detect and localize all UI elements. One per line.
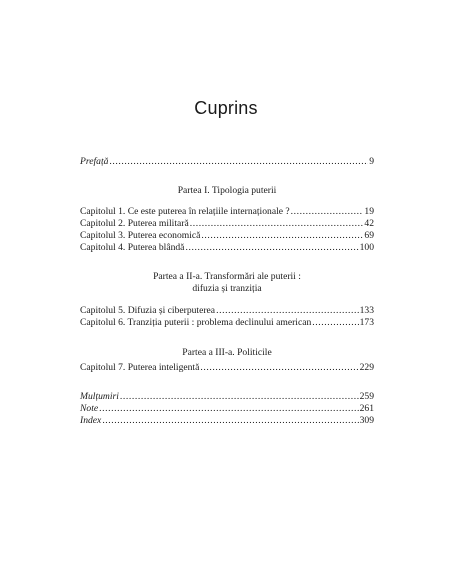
toc-entry-label: Capitolul 1. Ce este puterea în relațiile internaționale ? — [80, 206, 290, 217]
toc-entry-chapter-1[interactable] — [80, 206, 374, 217]
toc-entry-page: 259 — [359, 391, 374, 402]
page-title: Cuprins — [194, 98, 258, 118]
toc-entry-page: 173 — [359, 317, 374, 328]
toc-entry-preface[interactable] — [80, 156, 374, 167]
toc-entry-label: Note — [80, 403, 99, 414]
toc-entry-label: Capitolul 5. Difuzia și ciberputerea — [80, 305, 216, 316]
toc-entry-label: Capitolul 3. Puterea economică — [80, 230, 201, 241]
toc-entry-label: Prefață — [80, 156, 109, 167]
toc-entry-page: 42 — [364, 218, 374, 229]
toc-entry-label: Capitolul 2. Puterea militară — [80, 218, 189, 229]
toc-entry-page: 69 — [364, 230, 374, 241]
toc-entry-page: 229 — [359, 362, 374, 373]
leader-dots — [200, 362, 358, 373]
toc-entry-chapter-6[interactable] — [80, 317, 374, 328]
toc-entry-chapter-2[interactable] — [80, 218, 374, 229]
leader-dots — [190, 218, 364, 229]
toc-entry-notes[interactable] — [80, 403, 374, 414]
toc-entry-chapter-7[interactable] — [80, 362, 374, 373]
toc-entry-page: 9 — [369, 156, 374, 167]
toc-entry-index[interactable] — [80, 415, 374, 426]
toc-entry-page: 309 — [359, 415, 374, 426]
leader-dots — [312, 317, 358, 328]
leader-dots — [291, 206, 364, 217]
leader-dots — [185, 242, 358, 253]
toc-entry-page: 100 — [359, 242, 374, 253]
leader-dots — [102, 415, 358, 426]
toc-entry-label: Mulțumiri — [80, 391, 119, 402]
leader-dots — [109, 156, 368, 167]
toc-entry-chapter-5[interactable] — [80, 305, 374, 316]
toc-entry-label: Index — [80, 415, 102, 426]
toc-entry-label: Capitolul 6. Tranziția puterii : problema declinului american — [80, 317, 312, 328]
leader-dots — [99, 403, 358, 414]
toc-entry-acknowledgements[interactable] — [80, 391, 374, 402]
leader-dots — [120, 391, 359, 402]
leader-dots — [201, 230, 363, 241]
toc-entry-page: 261 — [359, 403, 374, 414]
toc-entry-label: Capitolul 4. Puterea blândă — [80, 242, 185, 253]
leader-dots — [216, 305, 359, 316]
toc-entry-label: Capitolul 7. Puterea inteligentă — [80, 362, 200, 373]
toc-entry-page: 133 — [359, 305, 374, 316]
toc-entry-page: 19 — [364, 206, 374, 217]
toc-entry-chapter-3[interactable] — [80, 230, 374, 241]
part-heading-2-line-1: Partea a II-a. Transformări ale puterii : — [153, 271, 301, 282]
toc-entry-chapter-4[interactable] — [80, 242, 374, 253]
part-heading-1: Partea I. Tipologia puterii — [177, 185, 277, 196]
part-heading-2-line-2: difuzia și tranziția — [192, 283, 262, 294]
part-heading-3: Partea a III-a. Politicile — [182, 347, 272, 358]
